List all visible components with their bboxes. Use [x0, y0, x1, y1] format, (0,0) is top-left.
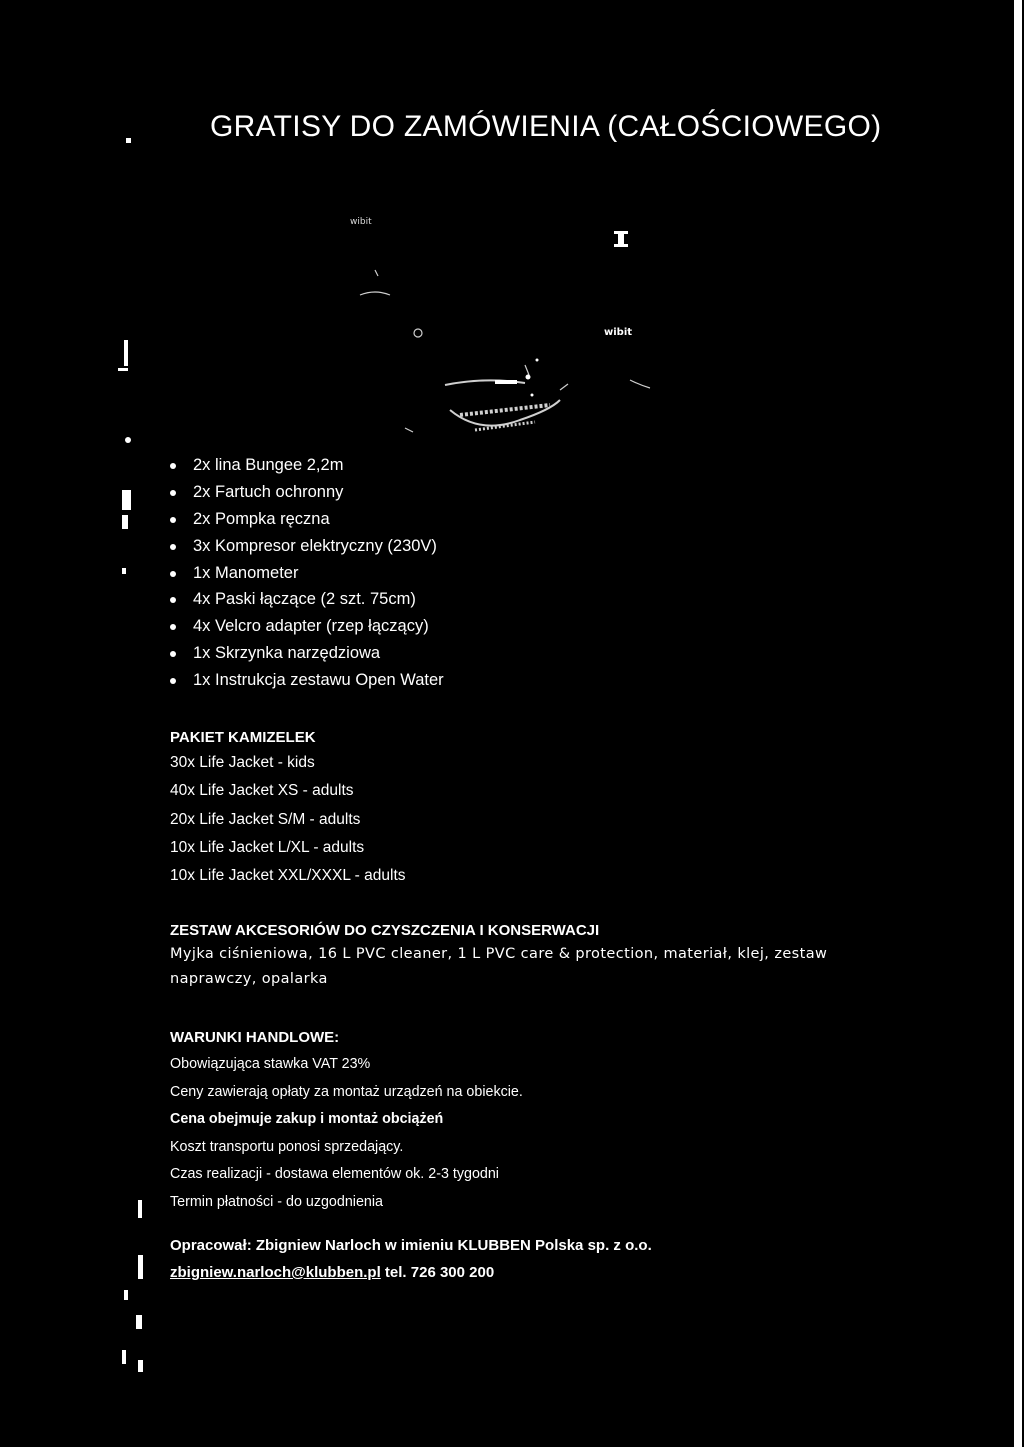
list-item: 1x Manometer: [170, 560, 444, 587]
bullet-icon: [170, 517, 176, 523]
bullet-icon: [170, 597, 176, 603]
list-item: 2x Pompka ręczna: [170, 506, 444, 533]
phone-text: tel. 726 300 200: [380, 1264, 495, 1281]
illustration-label-2: wibit: [604, 327, 633, 338]
terms-row: Czas realizacji - dostawa elementów ok. 2-3 tygodni: [170, 1166, 499, 1182]
list-item: 1x Instrukcja zestawu Open Water: [170, 667, 444, 694]
bullet-icon: [170, 463, 176, 469]
terms-row: Cena obejmuje zakup i montaż obciążeń: [170, 1111, 444, 1127]
section-heading: PAKIET KAMIZELEK: [170, 729, 316, 746]
jacket-row: 10x Life Jacket L/XL - adults: [170, 838, 365, 856]
title-marker: [126, 138, 131, 143]
jacket-row: 30x Life Jacket - kids: [170, 754, 315, 771]
cleaning-kit-description: Myjka ciśnieniowa, 16 L PVC cleaner, 1 L PVC care & protection, materiał, klej, zestaw naprawczy, opalarka: [170, 946, 828, 987]
section-heading: WARUNKI HANDLOWE:: [170, 1029, 340, 1046]
list-item: 2x lina Bungee 2,2m: [170, 452, 444, 479]
terms-row: Koszt transportu ponosi sprzedający.: [170, 1138, 404, 1155]
author-section: [170, 1232, 652, 1286]
contact-line: [170, 1259, 652, 1286]
list-item: 1x Skrzynka narzędziowa: [170, 640, 444, 667]
jacket-package-section: [170, 727, 406, 890]
terms-row: Ceny zawierają opłaty za montaż urządzeń na obiekcie.: [170, 1083, 523, 1100]
bullet-icon: [170, 651, 176, 657]
author-line: Opracował: Zbigniew Narloch w imieniu KLUBBEN Polska sp. z o.o.: [170, 1237, 652, 1254]
jacket-row: 40x Life Jacket XS - adults: [170, 782, 354, 800]
bullet-icon: [170, 490, 176, 496]
trade-terms-section: [170, 1025, 523, 1216]
list-item: 3x Kompresor elektryczny (230V): [170, 533, 444, 560]
illustration-label-1: wibit: [350, 217, 372, 227]
bullet-icon: [170, 624, 176, 630]
jacket-row: 20x Life Jacket S/M - adults: [170, 810, 361, 828]
scan-artifacts: [110, 330, 150, 1390]
cleaning-kit-section: [170, 920, 890, 992]
terms-row: Obowiązująca stawka VAT 23%: [170, 1056, 371, 1072]
page-edge: [1014, 0, 1022, 1447]
bullet-icon: [170, 678, 176, 684]
free-gear-list: [170, 452, 444, 694]
list-item: 2x Fartuch ochronny: [170, 479, 444, 506]
illustration-inflatable: [300, 200, 700, 460]
terms-row: Termin płatności - do uzgodnienia: [170, 1193, 383, 1210]
bullet-icon: [170, 571, 176, 577]
page-title: GRATISY DO ZAMÓWIENIA (CAŁOŚCIOWEGO): [210, 110, 882, 143]
bullet-icon: [170, 544, 176, 550]
list-item: 4x Paski łączące (2 szt. 75cm): [170, 586, 444, 613]
email-link[interactable]: zbigniew.narloch@klubben.pl: [170, 1264, 381, 1281]
jacket-row: 10x Life Jacket XXL/XXXL - adults: [170, 867, 406, 885]
list-item: 4x Velcro adapter (rzep łączący): [170, 613, 444, 640]
section-heading: ZESTAW AKCESORIÓW DO CZYSZCZENIA I KONSERWACJI: [170, 922, 600, 939]
